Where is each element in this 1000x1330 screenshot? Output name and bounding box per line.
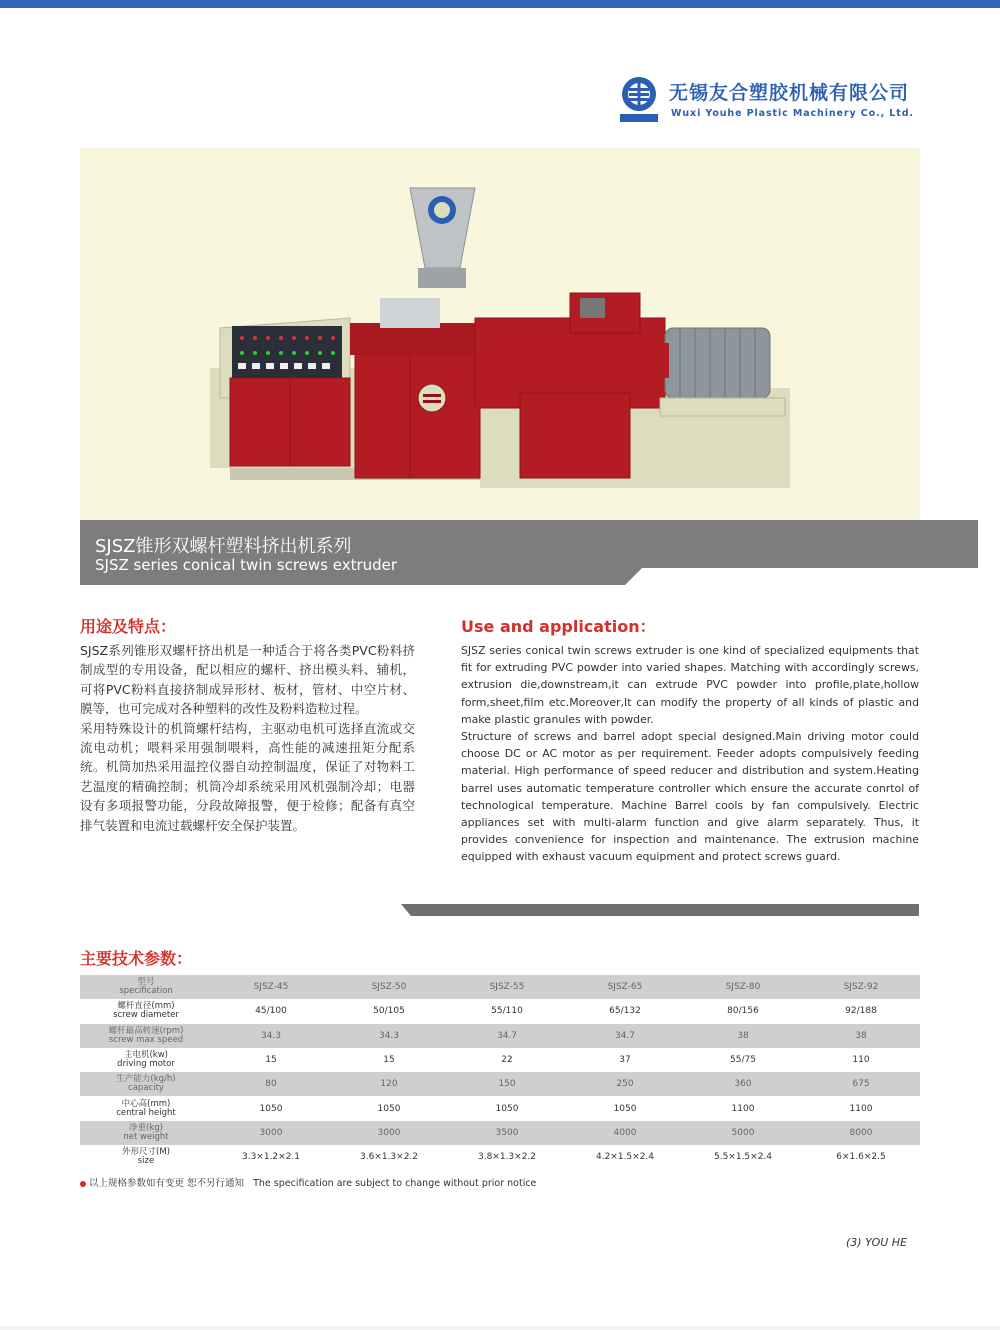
table-row [80,1024,920,1048]
top-accent-bar [0,0,1000,8]
row-label-en: net weight [123,1131,169,1142]
usage-heading-en: Use and application： [461,617,656,636]
bottom-bar [0,1326,1000,1330]
row-label-en: capacity [128,1083,164,1094]
disclaimer-note [80,1175,536,1189]
usage-paragraph-en: SJSZ series conical twin screws extruder is one kind of specialized equipments that fit for extruding PVC powder into varied shapes. Matching with accordingly screws, extrusion die,downstream,it can extrude PVC powder into profile,plate,hollow form,sheet,film etc.Moreover,It can modify the property of all kinds of plastic and make plastic granules with powder. [461,644,919,726]
row-label-cn: 主电机(kw) [123,1050,168,1061]
table-cell: 50/105 [373,1006,405,1017]
table-cell: 22 [501,1055,513,1066]
row-label-en: size [137,1156,155,1167]
table-cell: 34.3 [212,1024,330,1048]
params-heading: 主要技术参数： [80,949,193,968]
product-photo [80,148,920,520]
table-cell: 34.7 [448,1024,566,1048]
row-label-en: specification [119,986,173,997]
table-cell: 4000 [566,1121,684,1145]
table-cell: SJSZ-92 [802,975,920,999]
table-cell: 80 [212,1072,330,1096]
table-cell: SJSZ-80 [684,975,802,999]
disclaimer-en: The specification are subject to change without prior notice [253,1178,537,1189]
table-cell: SJSZ-50 [330,975,448,999]
table-cell: 55/75 [730,1055,756,1066]
table-cell: 38 [802,1024,920,1048]
table-cell: 3.3×1.2×2.1 [241,1152,301,1163]
spec-table [80,975,920,1169]
table-cell: 3000 [212,1121,330,1145]
table-cell: 3000 [330,1121,448,1145]
company-logo [617,74,927,126]
usage-heading-cn: 用途及特点： [80,617,177,636]
table-cell: SJSZ-55 [448,975,566,999]
table-cell: 5000 [684,1121,802,1145]
row-label [80,1096,212,1120]
table-cell: 1050 [377,1103,401,1114]
row-label-cn: 生产能力(kg/h) [116,1074,176,1085]
table-cell: SJSZ-45 [212,975,330,999]
row-label-en: screw diameter [113,1010,179,1021]
table-cell: 360 [684,1072,802,1096]
table-cell: 1050 [259,1103,283,1114]
table-cell: 120 [330,1072,448,1096]
table-cell: 55/110 [491,1006,523,1017]
product-title-cn: SJSZ锥形双螺杆塑料挤出机系列 [95,536,352,557]
usage-paragraph-cn: SJSZ系列锥形双螺杆挤出机是一种适合于将各类PVC粉料挤制成型的专用设备，配以相应的螺杆、挤出模头料、辅机，可将PVC粉料直接挤制成异形材、板材，管材、中空片材、膜等，也可完成对各种塑料的改性及粉料造粒过程。 [80,643,415,717]
table-cell: 8000 [802,1121,920,1145]
table-cell: 34.7 [566,1024,684,1048]
table-cell: 45/100 [255,1006,287,1017]
company-name-en: Wuxi Youhe Plastic Machinery Co., Ltd. [671,108,914,119]
table-cell: 3.6×1.3×2.2 [359,1152,419,1163]
table-cell: 3500 [448,1121,566,1145]
table-cell: 1100 [849,1103,873,1114]
table-cell: 15 [265,1055,277,1066]
table-row [80,1121,920,1145]
row-label-en: central height [116,1107,176,1118]
row-label-cn: 型号 [137,977,155,988]
table-cell: 5.5×1.5×2.4 [713,1152,773,1163]
table-row [80,1048,920,1072]
row-label-cn: 螺杆最高转速(rpm) [108,1025,184,1036]
table-cell: 675 [802,1072,920,1096]
table-row [80,1145,920,1169]
table-cell: 34.3 [330,1024,448,1048]
row-label [80,1145,212,1169]
disclaimer-cn: 以上规格参数如有变更 恕不另行通知 [89,1178,245,1189]
table-cell: 1050 [495,1103,519,1114]
table-cell: 37 [619,1055,631,1066]
table-cell: 1050 [613,1103,637,1114]
table-cell: 3.8×1.3×2.2 [477,1152,537,1163]
row-label [80,1024,212,1048]
row-label-en: driving motor [117,1059,175,1070]
company-emblem-icon [617,74,661,124]
table-cell: 80/156 [727,1006,759,1017]
usage-text-en [461,642,919,866]
table-row [80,999,920,1023]
row-label-cn: 螺杆直径(mm) [117,1001,175,1012]
page-number: (3) YOU HE [846,1236,908,1249]
product-title-en: SJSZ series conical twin screws extruder [95,556,398,574]
extruder-machine-illustration [80,148,920,520]
usage-paragraph-cn: 采用特殊设计的机筒螺杆结构，主驱动电机可选择直流或交流电动机；喂料采用强制喂料，高性能的减速扭矩分配系统。机筒加热采用温控仪器自动控制温度，保证了对物料工艺温度的精确控制；机筒冷却系统采用风机强制冷却；电器设有多项报警功能，分段故障报警，便于检修；配备有真空排气装置和电流过载螺杆安全保护装置。 [80,720,415,833]
table-cell: SJSZ-65 [566,975,684,999]
row-label-cn: 外形尺寸(M) [122,1147,170,1158]
table-cell: 4.2×1.5×2.4 [595,1152,655,1163]
table-cell: 15 [383,1055,395,1066]
company-name-cn: 无锡友合塑胶机械有限公司 [669,82,910,104]
row-label [80,1121,212,1145]
table-row [80,1096,920,1120]
row-label-cn: 净重(kg) [129,1122,163,1133]
usage-paragraph-en: Structure of screws and barrel adopt special designed.Main driving motor could choose DC or AC motor as per requirement. Feeder adopts compulsively feeding material. High performance of speed reducer and distribution and system.Heating barrel uses automatic temperature controller which ensure the accurate conrtol of technological temperature. Machine Barrel cools by fan compulsively. Electric appliances set with multi-alarm function and give alarm separately. Thus, it provides convenience for inspection and maintenance. The extrusion machine equipped with exhaust vacuum equipment and protect screws guard. [461,730,919,864]
table-cell: 6×1.6×2.5 [836,1152,886,1163]
table-cell: 65/132 [609,1006,641,1017]
table-cell: 150 [448,1072,566,1096]
row-label [80,975,212,999]
table-cell: 250 [566,1072,684,1096]
row-label-cn: 中心高(mm) [121,1098,171,1109]
table-row [80,975,920,999]
row-label [80,1072,212,1096]
table-cell: 1100 [731,1103,755,1114]
row-label [80,999,212,1023]
usage-text-cn [80,641,415,835]
table-cell: 38 [684,1024,802,1048]
section-divider [401,904,919,916]
bullet-dot-icon [80,1181,86,1187]
table-cell: 110 [852,1055,870,1066]
table-row [80,1072,920,1096]
row-label-en: screw max speed [108,1034,184,1045]
table-cell: 92/188 [845,1006,877,1017]
row-label [80,1048,212,1072]
